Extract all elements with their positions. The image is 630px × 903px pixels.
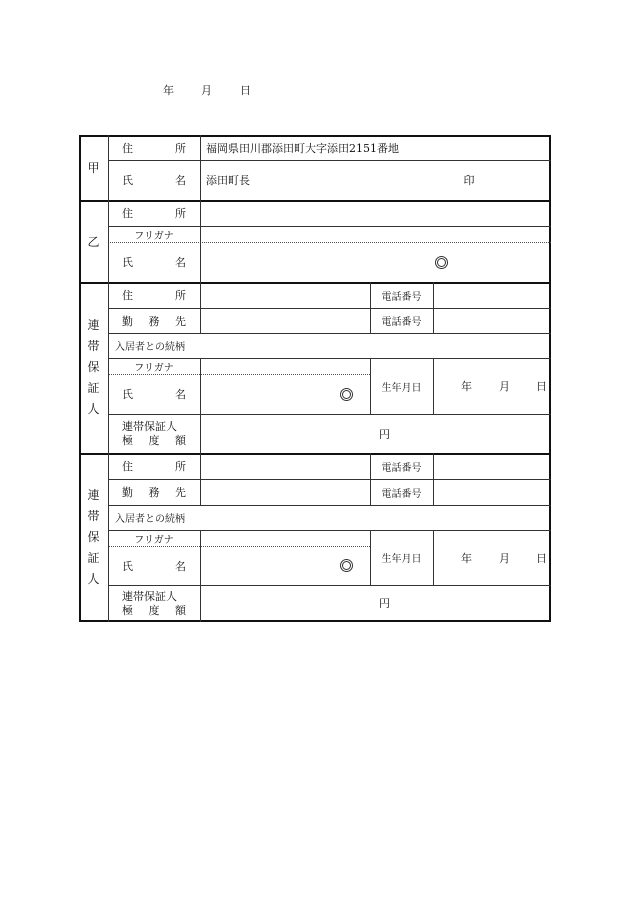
guarantor-1-limit-label: 連帯保証人 極 度 額 (122, 419, 186, 447)
guarantor-2-relation-label: 入居者との続柄 (115, 514, 185, 525)
guarantor-1-label: 連 帯 保 証 人 (87, 318, 100, 416)
party-a-label: 甲 (87, 161, 100, 175)
party-a-address-value: 福岡県田川郡添田町大字添田2151番地 (206, 141, 399, 155)
guarantor-2-label: 連 帯 保 証 人 (87, 488, 100, 586)
guarantor-2-relation-field[interactable] (201, 506, 550, 530)
guarantor-1-address-field[interactable] (201, 283, 370, 308)
guarantor-2-address-label: 住 所 (122, 460, 186, 473)
date-line (0, 80, 630, 98)
guarantor-2-birth-year: 年 (461, 551, 472, 565)
guarantor-2-workplace-label: 勤 務 先 (122, 486, 186, 499)
guarantor-1-birth-year: 年 (461, 380, 472, 393)
party-a-name-label: 氏 名 (122, 174, 186, 187)
party-b-seal-icon (434, 242, 448, 282)
guarantor-2-furigana-label: フリガナ (134, 534, 174, 546)
guarantor-2-limit-field[interactable] (201, 586, 550, 620)
guarantor-1-workplace-label: 勤 務 先 (122, 314, 186, 328)
guarantor-1-relation-label: 入居者との続柄 (115, 342, 185, 353)
guarantor-2-birthdate-label: 生年月日 (381, 554, 422, 565)
guarantor-1-phone-field[interactable] (434, 283, 550, 308)
guarantor-1-phone-label: 電話番号 (381, 291, 422, 303)
party-a-address-label: 住 所 (122, 141, 186, 155)
guarantor-2-furigana-field[interactable] (201, 531, 370, 546)
party-b-furigana-label: フリガナ (134, 230, 174, 242)
party-a-name-value: 添田町長 (206, 174, 250, 187)
guarantor-1-phone2-label: 電話番号 (381, 317, 422, 328)
guarantor-2-phone-label: 電話番号 (381, 462, 422, 474)
guarantor-1-furigana-label: フリガナ (134, 362, 174, 374)
guarantor-2-birthdate-field[interactable] (434, 530, 551, 585)
guarantor-1-limit-field[interactable] (201, 415, 550, 453)
party-b-address-label: 住 所 (122, 207, 186, 220)
guarantor-1-birthdate-label: 生年月日 (381, 382, 422, 394)
party-b-name-field[interactable] (201, 243, 550, 282)
guarantor-1-address-label: 住 所 (122, 289, 186, 302)
date-year-label: 年 (163, 84, 174, 97)
guarantor-1-name-label: 氏 名 (122, 388, 186, 401)
guarantor-1-limit-unit: 円 (379, 428, 390, 441)
guarantor-2-phone-field[interactable] (434, 454, 550, 479)
guarantor-1-relation-field[interactable] (201, 334, 550, 358)
guarantor-1-birth-day: 日 (536, 380, 547, 393)
guarantor-2-seal-icon (339, 546, 353, 585)
party-b-address-field[interactable] (201, 201, 550, 226)
party-b-label: 乙 (87, 234, 100, 249)
guarantor-2-name-label: 氏 名 (122, 559, 186, 573)
party-a-seal: 印 (463, 174, 475, 187)
guarantor-1-birthdate-field[interactable] (434, 358, 551, 414)
guarantor-2-limit-label: 連帯保証人 極 度 額 (122, 589, 186, 617)
guarantor-2-workplace-field[interactable] (201, 480, 370, 505)
contract-parties-table (79, 135, 551, 622)
guarantor-1-furigana-field[interactable] (201, 359, 370, 374)
party-b-furigana-field[interactable] (201, 227, 550, 242)
date-day-label: 日 (240, 84, 251, 97)
guarantor-1-birth-month: 月 (499, 380, 510, 393)
guarantor-1-seal-icon (339, 374, 353, 414)
party-b-name-label: 氏 名 (122, 256, 186, 269)
guarantor-2-address-field[interactable] (201, 454, 370, 479)
guarantor-2-limit-unit: 円 (379, 597, 390, 610)
guarantor-2-phone2-field[interactable] (434, 480, 550, 505)
guarantor-2-birth-day: 日 (536, 551, 547, 565)
date-month-label: 月 (201, 84, 212, 97)
guarantor-2-phone2-label: 電話番号 (381, 488, 422, 500)
guarantor-2-birth-month: 月 (499, 551, 510, 565)
guarantor-1-workplace-field[interactable] (201, 309, 370, 333)
guarantor-1-phone2-field[interactable] (434, 309, 550, 333)
